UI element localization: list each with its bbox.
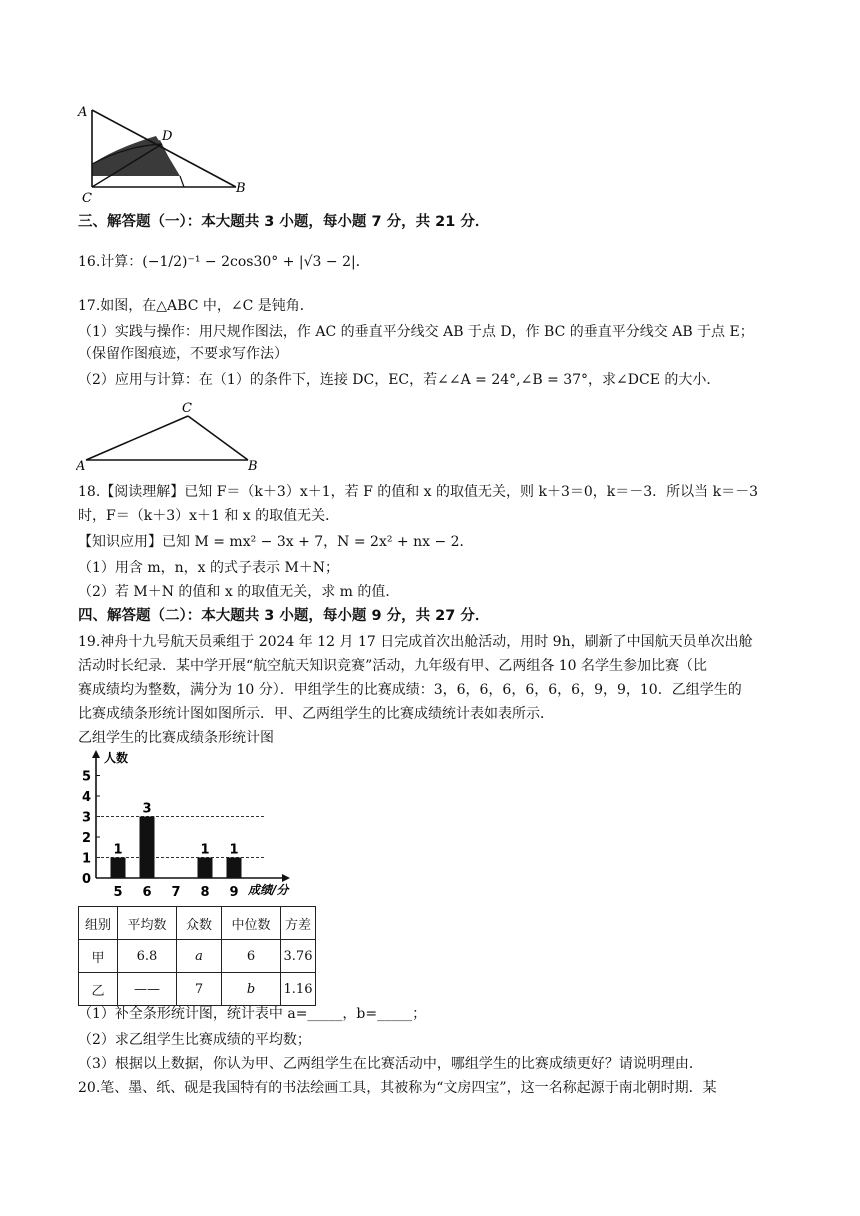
label-d: D bbox=[162, 129, 173, 144]
y-axis-arrow bbox=[92, 750, 100, 758]
label-c2: C bbox=[182, 401, 192, 416]
q19-line-1: 19.神舟十九号航天员乘组于 2024 年 12 月 17 日完成首次出舱活动，用时 9h，刷新了中国航天员单次出舱 bbox=[78, 634, 753, 650]
section-4-title: 四、解答题（二）：本大题共 3 小题，每小题 9 分，共 27 分． bbox=[78, 608, 490, 624]
table-header: 组别 bbox=[79, 907, 118, 940]
x-tick-label: 8 bbox=[200, 885, 210, 900]
bar-data-label: 1 bbox=[200, 842, 210, 858]
q17-line-4: （2）应用与计算：在（1）的条件下，连接 DC，EC，若∠∠A = 24°,∠B = 37°，求∠DCE 的大小． bbox=[78, 372, 721, 388]
x-axis-label: 成绩/分 bbox=[248, 883, 289, 897]
chart-caption: 乙组学生的比赛成绩条形统计图 bbox=[78, 730, 274, 746]
table-header: 众数 bbox=[177, 907, 222, 940]
bar bbox=[227, 858, 242, 879]
label-b: B bbox=[236, 181, 246, 196]
q18-line-3: 【知识应用】已知 M = mx² − 3x + 7，N = 2x² + nx − 2． bbox=[78, 534, 474, 550]
y-tick-label: 2 bbox=[82, 831, 92, 846]
table-row bbox=[79, 973, 316, 1006]
x-tick-label: 5 bbox=[113, 885, 123, 900]
q19-line-4: 比赛成绩条形统计图如图所示．甲、乙两组学生的比赛成绩统计表如表所示． bbox=[78, 706, 554, 722]
label-b2: B bbox=[248, 459, 258, 474]
label-c: C bbox=[82, 191, 92, 206]
q17-line-3: （保留作图痕迹，不要求写作法） bbox=[78, 346, 288, 362]
y-tick-label: 5 bbox=[82, 769, 92, 785]
table-cell: 3.76 bbox=[281, 940, 316, 973]
q18-line-5: （2）若 M＋N 的值和 x 的取值无关，求 m 的值． bbox=[78, 584, 400, 600]
bar-data-label: 1 bbox=[113, 842, 123, 858]
q16-prefix: 16.计算： bbox=[78, 254, 143, 270]
section-3-title: 三、解答题（一）：本大题共 3 小题，每小题 7 分，共 21 分． bbox=[78, 214, 490, 230]
q18-line-4: （1）用含 m，n，x 的式子表示 M＋N； bbox=[78, 560, 340, 576]
table-header: 平均数 bbox=[118, 907, 177, 940]
label-a: A bbox=[78, 105, 88, 120]
table-header: 中位数 bbox=[222, 907, 281, 940]
triangle-figure-1 bbox=[76, 100, 256, 206]
q18-line-2: 时，F＝（k＋3）x＋1 和 x 的取值无关． bbox=[78, 508, 340, 524]
table-cell: 甲 bbox=[79, 940, 118, 973]
table-cell: 7 bbox=[177, 973, 222, 1006]
bar-data-label: 1 bbox=[229, 842, 239, 858]
table-header-row bbox=[79, 907, 316, 940]
y-tick-label: 4 bbox=[82, 790, 92, 805]
table-cell: a bbox=[177, 940, 222, 973]
table-header: 方差 bbox=[281, 907, 316, 940]
q17-line-1: 17.如图，在△ABC 中，∠C 是钝角． bbox=[78, 298, 314, 314]
triangle-figure-2 bbox=[76, 398, 266, 474]
q16-expression: (−1/2)⁻¹ − 2cos30° + |√3 − 2|． bbox=[142, 254, 370, 270]
bar bbox=[111, 858, 126, 879]
x-axis-arrow bbox=[282, 874, 290, 882]
y-tick-label: 1 bbox=[82, 851, 92, 867]
table-cell: 1.16 bbox=[281, 973, 316, 1006]
x-tick-label: 6 bbox=[142, 885, 152, 900]
stats-table bbox=[78, 906, 316, 1006]
y-tick-label: 3 bbox=[82, 810, 92, 826]
table-cell: —— bbox=[118, 973, 177, 1006]
q19-sub-3: （3）根据以上数据，你认为甲、乙两组学生在比赛活动中，哪组学生的比赛成绩更好？请说明理由． bbox=[78, 1056, 703, 1072]
q19-line-2: 活动时长纪录．某中学开展“航空航天知识竞赛”活动，九年级有甲、乙两组各 10 名学生参加比赛（比 bbox=[78, 658, 708, 674]
bar bbox=[198, 858, 213, 879]
bar bbox=[140, 817, 155, 879]
x-tick-label: 9 bbox=[229, 885, 239, 900]
y-axis-label: 人数 bbox=[104, 751, 129, 765]
bar-data-label: 3 bbox=[142, 801, 152, 817]
table-cell: 6.8 bbox=[118, 940, 177, 973]
bar-chart bbox=[76, 748, 316, 900]
label-a2: A bbox=[76, 459, 86, 474]
table-cell: 6 bbox=[222, 940, 281, 973]
table-cell: b bbox=[222, 973, 281, 1006]
q19-sub-1: （1）补全条形统计图，统计表中 a=_____，b=_____； bbox=[78, 1006, 427, 1022]
question-16 bbox=[78, 252, 370, 272]
q19-sub-2: （2）求乙组学生比赛成绩的平均数； bbox=[78, 1032, 311, 1048]
x-tick-label: 7 bbox=[171, 885, 181, 900]
y-tick-label: 0 bbox=[82, 872, 92, 887]
q19-line-3: 赛成绩均为整数，满分为 10 分）．甲组学生的比赛成绩：3，6，6，6，6，6，6，9，9，10．乙组学生的 bbox=[78, 682, 742, 698]
table-cell: 乙 bbox=[79, 973, 118, 1006]
q17-line-2: （1）实践与操作：用尺规作图法，作 AC 的垂直平分线交 AB 于点 D，作 BC 的垂直平分线交 AB 于点 E； bbox=[78, 324, 754, 340]
q18-line-1: 18.【阅读理解】已知 F＝（k＋3）x＋1，若 F 的值和 x 的取值无关，则 k＋3＝0，k＝－3．所以当 k＝－3 bbox=[78, 484, 759, 500]
table-row bbox=[79, 940, 316, 973]
q20-line-1: 20.笔、墨、纸、砚是我国特有的书法绘画工具，其被称为“文房四宝”，这一名称起源于南北朝时期．某 bbox=[78, 1080, 717, 1096]
